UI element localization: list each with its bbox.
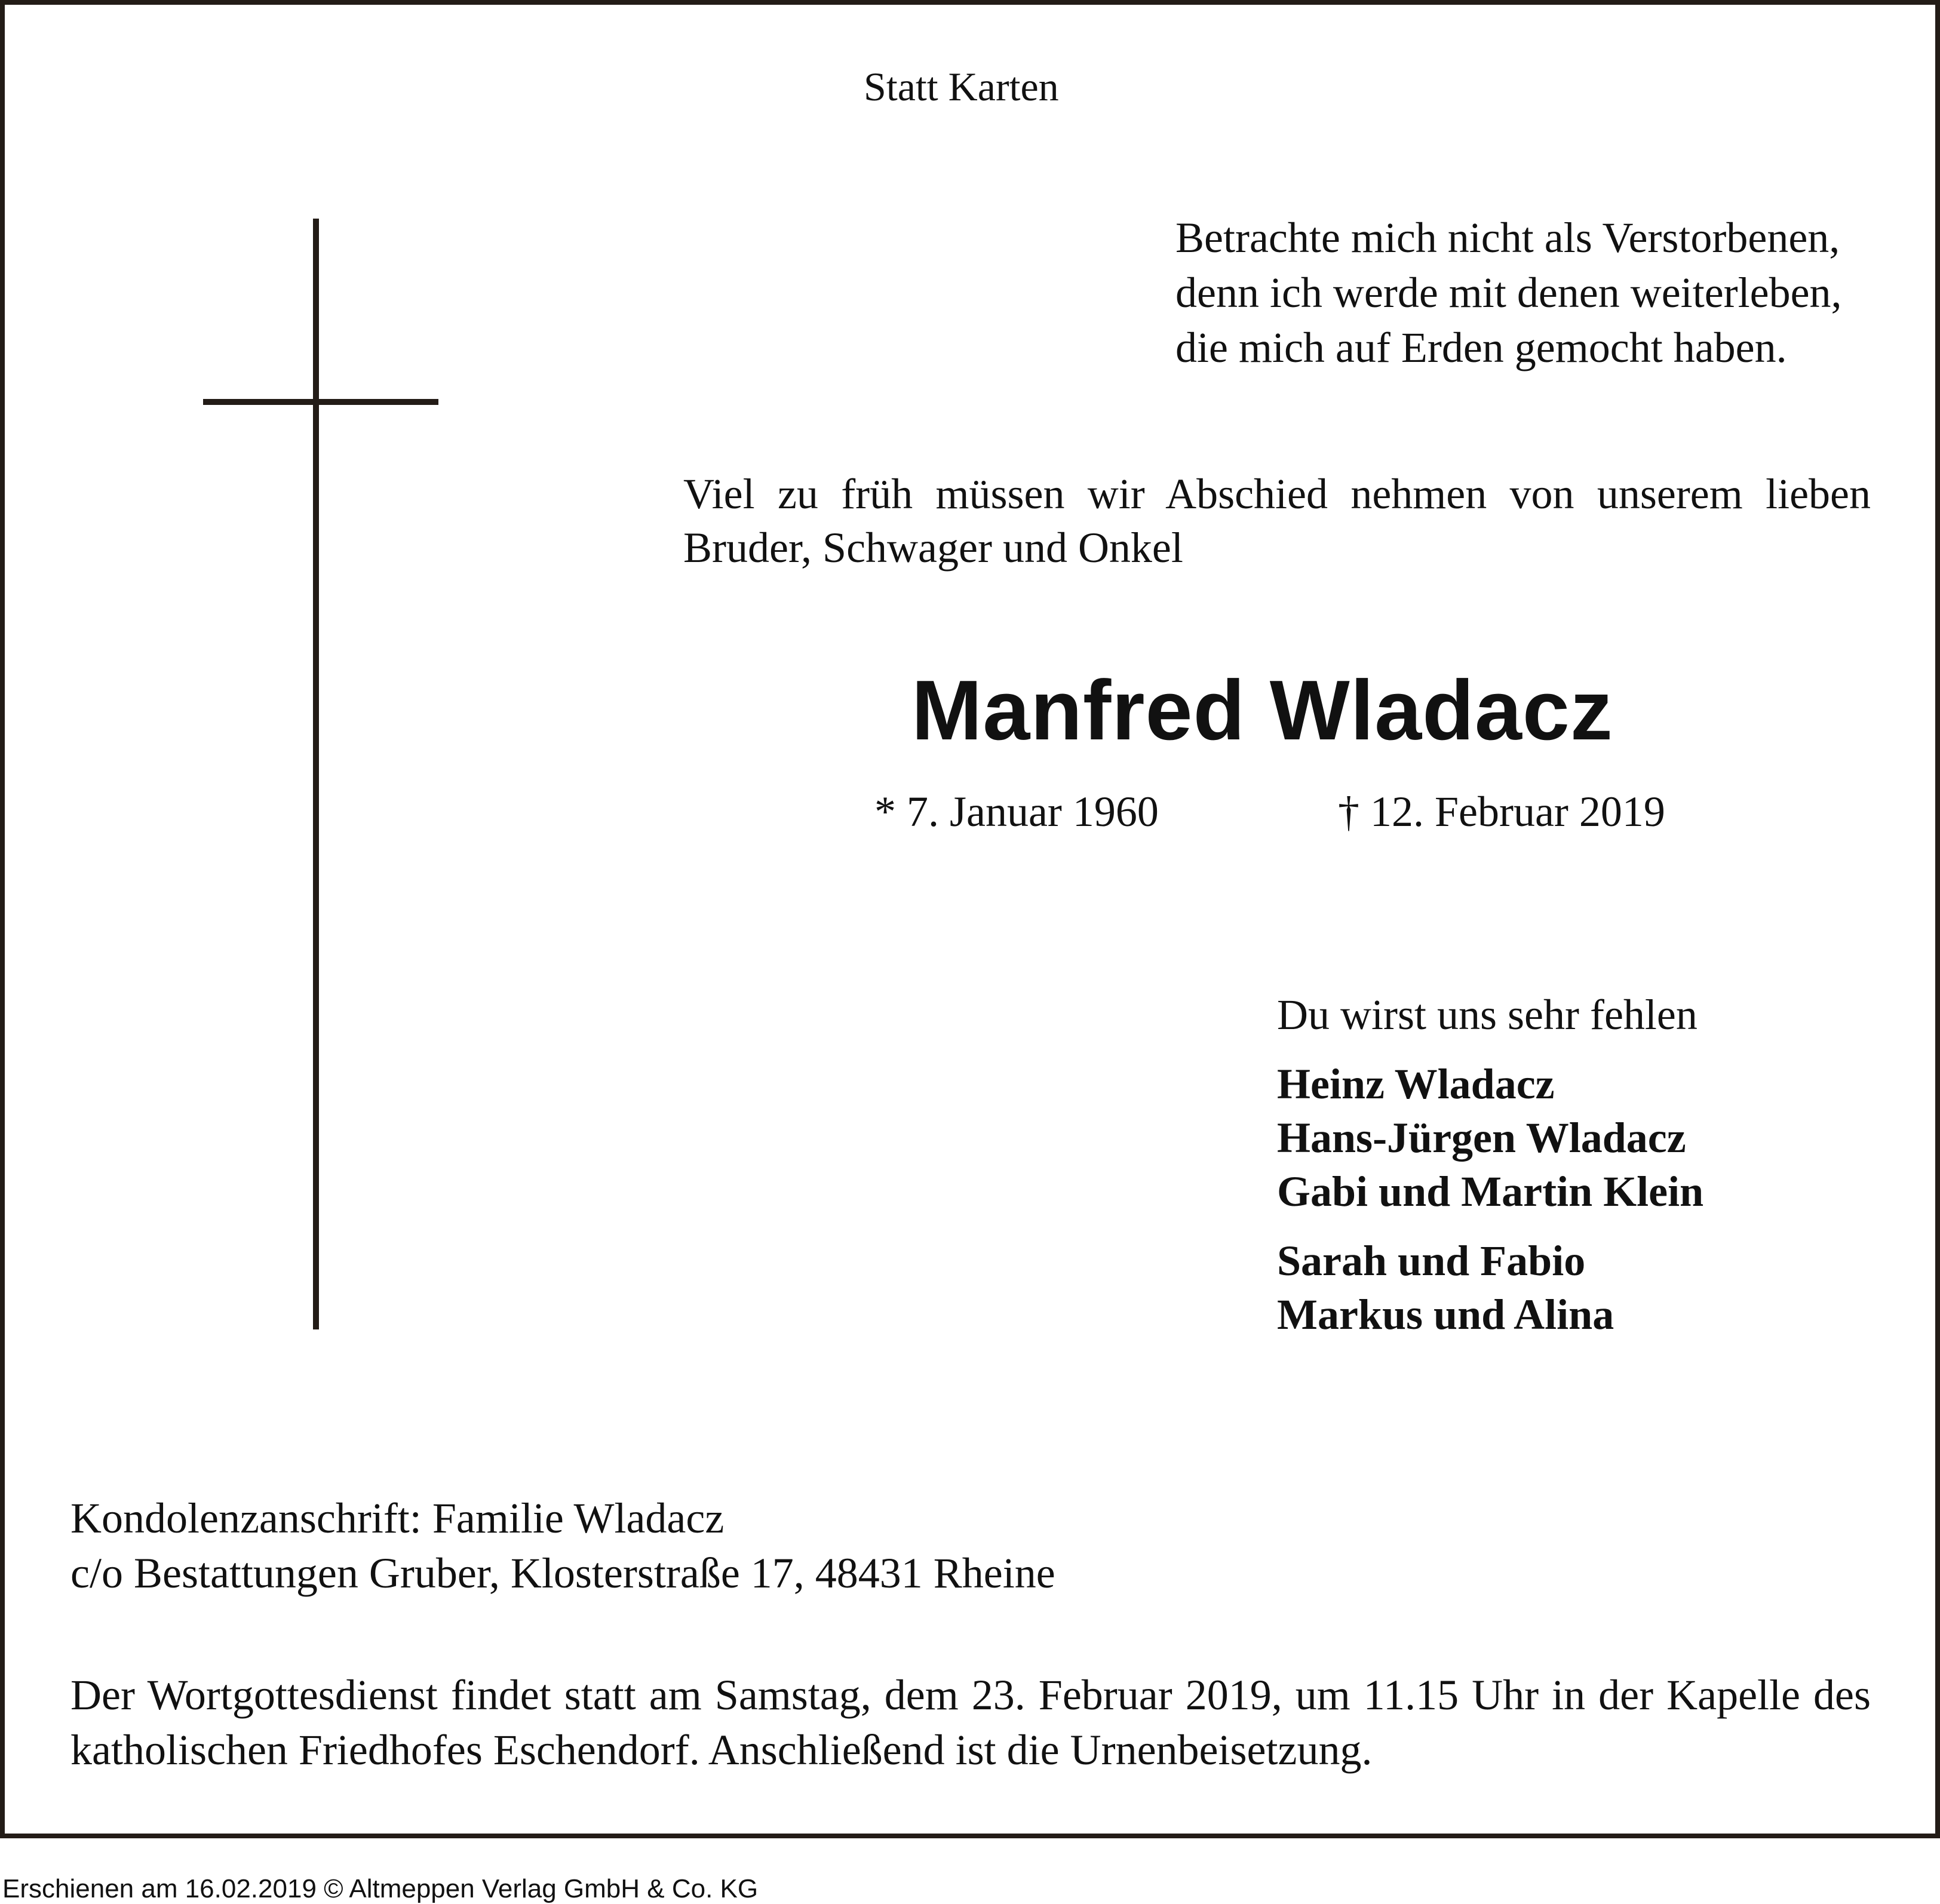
notice-header: Statt Karten <box>864 64 1059 109</box>
family-member: Gabi und Martin Klein <box>1277 1168 1704 1215</box>
address-line: Kondolenzanschrift: Familie Wladacz <box>70 1494 725 1542</box>
deceased-name: Manfred Wladacz <box>911 663 1613 758</box>
service-line: Der Wortgottesdienst findet statt am Samstag, dem 23. Februar 2019, um 11.15 Uhr in der Kapelle des <box>70 1671 1871 1719</box>
birth-date: * 7. Januar 1960 <box>874 788 1159 836</box>
intro-line: Bruder, Schwager und Onkel <box>683 524 1183 572</box>
family-member: Markus und Alina <box>1277 1291 1614 1338</box>
death-date: † 12. Februar 2019 <box>1338 788 1665 836</box>
cross-icon-vertical <box>313 219 319 1329</box>
closing-line: Du wirst uns sehr fehlen <box>1277 991 1698 1039</box>
service-info <box>70 1667 1871 1777</box>
memorial-quote <box>1175 210 1842 375</box>
quote-line: Betrachte mich nicht als Verstorbenen, <box>1175 214 1840 262</box>
intro-text <box>683 467 1871 575</box>
quote-line: die mich auf Erden gemocht haben. <box>1175 324 1787 371</box>
family-member: Sarah und Fabio <box>1277 1237 1586 1285</box>
family-member: Hans-Jürgen Wladacz <box>1277 1114 1686 1162</box>
family-member: Heinz Wladacz <box>1277 1060 1555 1108</box>
family-list-secondary <box>1277 1234 1614 1341</box>
intro-line: Viel zu früh müssen wir Abschied nehmen von unserem lieben <box>683 470 1871 518</box>
address-line: c/o Bestattungen Gruber, Klosterstraße 17, 48431 Rheine <box>70 1549 1055 1597</box>
publication-footer: Erschienen am 16.02.2019 © Altmeppen Verlag GmbH & Co. KG <box>2 1874 759 1903</box>
quote-line: denn ich werde mit denen weiterleben, <box>1175 269 1842 317</box>
condolence-address <box>70 1491 1055 1601</box>
cross-icon-horizontal <box>203 399 438 405</box>
service-line: katholischen Friedhofes Eschendorf. Anschließend ist die Urnenbeisetzung. <box>70 1726 1373 1774</box>
family-list-primary <box>1277 1057 1703 1218</box>
